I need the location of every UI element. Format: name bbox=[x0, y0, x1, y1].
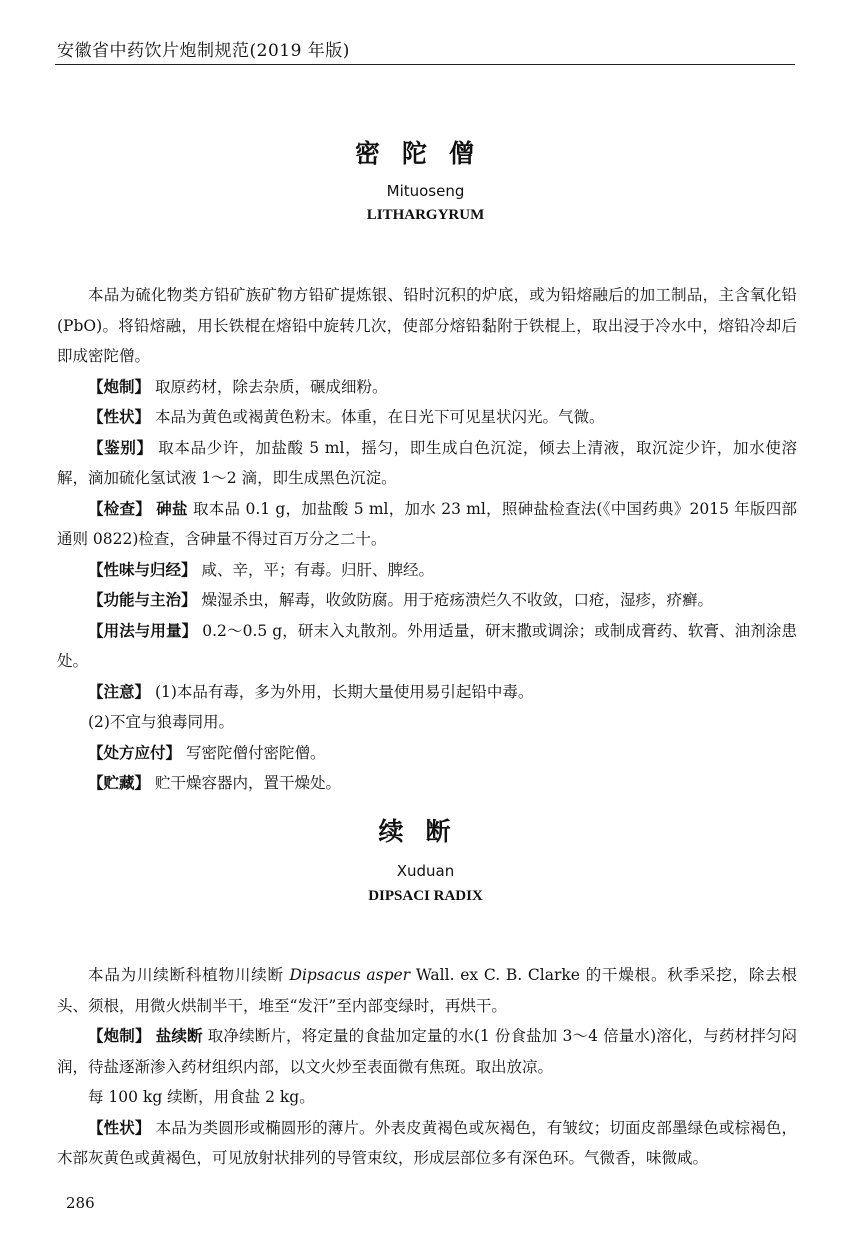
section-label: 【性状】 bbox=[88, 408, 151, 426]
running-header: 安徽省中药饮片炮制规范(2019 年版) bbox=[57, 41, 350, 61]
section-text: 燥湿杀虫，解毒，收敛防腐。用于疮疡溃烂久不收敛，口疮，湿疹，疥癣。 bbox=[201, 591, 713, 609]
usage-paragraph bbox=[57, 616, 797, 677]
section-label: 【功能与主治】 bbox=[88, 591, 197, 609]
section-text: 写密陀僧付密陀僧。 bbox=[185, 743, 326, 762]
entry-pinyin-xuduan: Xuduan bbox=[396, 862, 455, 880]
section-label: 【性味与归经】 bbox=[88, 560, 197, 579]
section-sublabel: 砷盐 bbox=[156, 499, 188, 518]
nature-paragraph bbox=[57, 555, 797, 586]
intro-text: Wall. ex C. B. Clarke 的干燥根。秋季采挖，除去根头、须根，用微火烘制半干，堆至“发汗”至内部变绿时，再烘干。 bbox=[57, 966, 797, 1015]
entry-body-mituoseng bbox=[57, 280, 797, 799]
section-text: 本品为黄色或褐黄色粉末。体重，在日光下可见星状闪光。气微。 bbox=[154, 408, 605, 426]
section-label: 【贮藏】 bbox=[88, 774, 151, 792]
inspection-paragraph bbox=[57, 494, 797, 555]
processing-paragraph bbox=[57, 1021, 797, 1082]
storage-paragraph bbox=[57, 768, 797, 799]
section-label: 【炮制】 bbox=[88, 1027, 151, 1045]
entry-title-mituoseng: 密陀僧 bbox=[354, 139, 496, 168]
section-text: 取本品 0.1 g，加盐酸 5 ml，加水 23 ml，照砷盐检查法(《中国药典》2015 年版四部 通则 0822)检查，含砷量不得过百万分之二十。 bbox=[57, 499, 797, 548]
section-text: 本品为类圆形或椭圆形的薄片。外表皮黄褐色或灰褐色，有皱纹；切面皮部墨绿色或棕褐色，木部灰黄色或黄褐色，可见放射状排列的导管束纹，形成层部位多有深色环。气微香，味微咸。 bbox=[57, 1118, 797, 1167]
prescription-paragraph bbox=[57, 738, 797, 769]
intro-paragraph bbox=[57, 960, 797, 1021]
section-text: 贮干燥容器内，置干燥处。 bbox=[154, 774, 341, 792]
intro-paragraph: 本品为硫化物类方铅矿族矿物方铅矿提炼银、铅时沉积的炉底，或为铅熔融后的加工制品，主含氧化铅(PbO)。将铅熔融，用长铁棍在熔铅中旋转几次，使部分熔铅黏附于铁棍上，取出浸于冷水中，熔铅冷却后即成密陀僧。 bbox=[57, 286, 797, 365]
description-paragraph bbox=[57, 402, 797, 433]
section-text: 咸、辛，平；有毒。归肝、脾经。 bbox=[201, 560, 434, 579]
section-sublabel: 盐续断 bbox=[155, 1027, 203, 1045]
section-label: 【用法与用量】 bbox=[88, 621, 198, 640]
section-text: 0.2～0.5 g，研末入丸散剂。外用适量，研末撒或调涂；或制成膏药、软膏、油剂涂患处。 bbox=[57, 621, 797, 670]
caution-paragraph-2: (2)不宜与狼毒同用。 bbox=[88, 713, 234, 731]
identification-paragraph bbox=[57, 433, 797, 494]
entry-title-xuduan: 续断 bbox=[378, 817, 473, 846]
section-text: 取原药材，除去杂质，碾成细粉。 bbox=[154, 377, 388, 396]
entry-body-xuduan bbox=[57, 960, 797, 1174]
section-label: 【检查】 bbox=[88, 499, 152, 518]
section-label: 【注意】 bbox=[88, 682, 151, 701]
entry-pinyin-mituoseng: Mituoseng bbox=[386, 182, 465, 200]
section-text: 取净续断片，将定量的食盐加定量的水(1 份食盐加 3～4 倍量水)溶化，与药材拌匀闷润，待盐逐渐渗入药材组织内部，以文火炒至表面微有焦斑。取出放凉。 bbox=[57, 1027, 797, 1076]
caution-paragraph bbox=[57, 677, 797, 708]
description-paragraph bbox=[57, 1113, 797, 1174]
section-text: 取本品少许，加盐酸 5 ml，摇匀，即生成白色沉淀，倾去上清液，取沉淀少许，加水使溶解，滴加硫化氢试液 1～2 滴，即生成黑色沉淀。 bbox=[57, 438, 797, 487]
section-label: 【处方应付】 bbox=[88, 743, 182, 762]
processing-note: 每 100 kg 续断，用食盐 2 kg。 bbox=[88, 1088, 315, 1106]
functions-paragraph bbox=[57, 585, 797, 616]
intro-text: 本品为川续断科植物川续断 bbox=[88, 966, 290, 984]
section-text: (1)本品有毒，多为外用，长期大量使用易引起铅中毒。 bbox=[154, 682, 534, 701]
section-label: 【炮制】 bbox=[88, 377, 151, 396]
entry-latin-mituoseng: LITHARGYRUM bbox=[366, 207, 485, 223]
species-name: Dipsacus asper bbox=[289, 966, 411, 984]
page-number: 286 bbox=[66, 1194, 95, 1212]
section-label: 【性状】 bbox=[88, 1118, 151, 1137]
entry-latin-xuduan: DIPSACI RADIX bbox=[368, 888, 483, 904]
section-label: 【鉴别】 bbox=[88, 438, 153, 457]
processing-paragraph bbox=[57, 372, 797, 403]
header-rule bbox=[55, 64, 795, 65]
